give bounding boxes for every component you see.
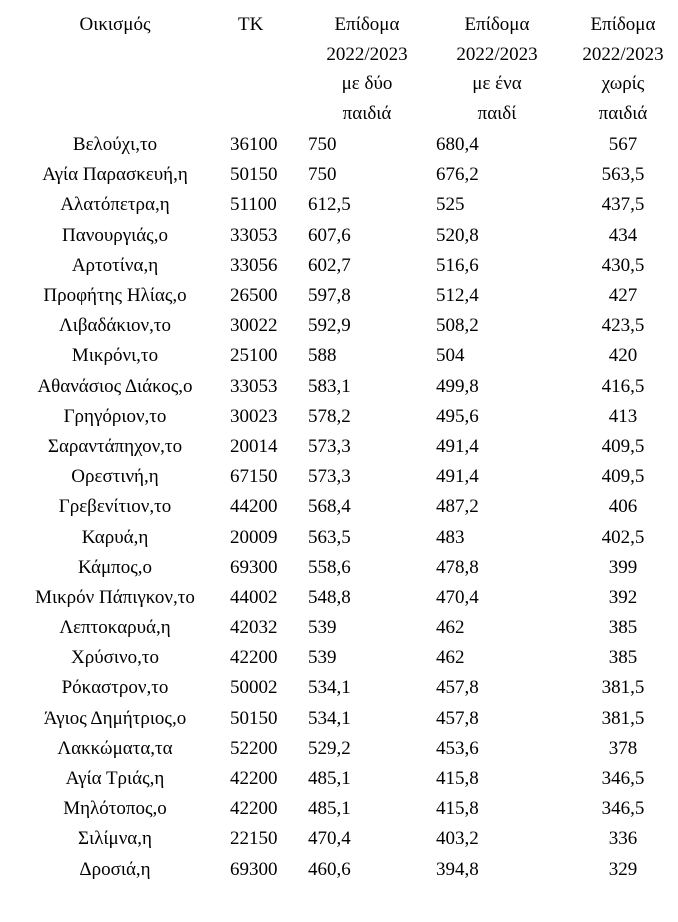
one-child-cell: 457,8 — [436, 707, 479, 729]
settlement-cell: Άγιος Δημήτριος,ο — [43, 707, 187, 729]
no-children-cell: 381,5 — [601, 677, 645, 699]
two-children-cell: 573,3 — [308, 466, 351, 488]
tk-cell: 20009 — [230, 526, 278, 548]
tk-cell: 50150 — [230, 164, 278, 186]
no-children-cell: 385 — [608, 647, 638, 669]
table-row — [0, 643, 678, 673]
no-children-cell: 567 — [608, 134, 638, 156]
table-row — [0, 432, 678, 462]
header-no-children-line: χωρίς — [601, 73, 645, 94]
table-row — [0, 311, 678, 341]
one-child-cell: 478,8 — [436, 556, 479, 578]
no-children-cell: 423,5 — [601, 315, 645, 337]
tk-cell: 42200 — [230, 768, 278, 790]
one-child-cell: 504 — [436, 345, 465, 367]
header-no-children — [568, 0, 678, 130]
tk-cell: 50002 — [230, 677, 278, 699]
tk-cell: 69300 — [230, 858, 278, 880]
two-children-cell: 583,1 — [308, 375, 351, 397]
table-row — [0, 372, 678, 402]
no-children-cell: 427 — [608, 285, 638, 307]
header-tk: ΤΚ — [238, 14, 264, 35]
settlement-cell: Γρεβενίτιον,το — [58, 496, 172, 518]
two-children-cell: 548,8 — [308, 586, 351, 608]
no-children-cell: 392 — [608, 586, 638, 608]
header-row — [0, 0, 678, 130]
table-row — [0, 704, 678, 734]
one-child-cell: 512,4 — [436, 285, 479, 307]
settlement-cell: Λιβαδάκιον,το — [58, 315, 172, 337]
table-row — [0, 281, 678, 311]
no-children-cell: 385 — [608, 617, 638, 639]
no-children-cell: 336 — [608, 828, 638, 850]
no-children-cell: 329 — [608, 858, 638, 880]
table-row — [0, 583, 678, 613]
no-children-cell: 406 — [608, 496, 638, 518]
two-children-cell: 612,5 — [308, 194, 351, 216]
settlement-cell: Αλατόπετρα,η — [60, 194, 170, 216]
tk-cell: 20014 — [230, 435, 278, 457]
tk-cell: 33053 — [230, 375, 278, 397]
tk-cell: 50150 — [230, 707, 278, 729]
no-children-cell: 434 — [608, 224, 638, 246]
header-two-children-line: με δύο — [341, 73, 393, 94]
settlement-cell: Σιλίμνα,η — [78, 828, 152, 850]
no-children-cell: 346,5 — [601, 768, 645, 790]
tk-cell: 33053 — [230, 224, 278, 246]
two-children-cell: 534,1 — [308, 707, 351, 729]
no-children-cell: 416,5 — [601, 375, 645, 397]
tk-cell: 22150 — [230, 828, 278, 850]
one-child-cell: 415,8 — [436, 798, 479, 820]
two-children-cell: 485,1 — [308, 798, 351, 820]
header-no-children-line: 2022/2023 — [582, 43, 664, 65]
header-two-children-line: παιδιά — [342, 102, 392, 124]
header-settlement: Οικισμός — [79, 14, 151, 35]
table-body — [0, 130, 678, 885]
no-children-cell: 430,5 — [601, 254, 645, 276]
one-child-cell: 415,8 — [436, 768, 479, 790]
one-child-cell: 676,2 — [436, 164, 479, 186]
tk-cell: 44002 — [230, 586, 278, 608]
header-one-child-line: με ένα — [472, 73, 522, 94]
tk-cell: 30023 — [230, 405, 278, 427]
settlement-cell: Κάμπος,ο — [77, 556, 153, 578]
two-children-cell: 568,4 — [308, 496, 351, 518]
tk-cell: 26500 — [230, 285, 278, 307]
settlement-cell: Ορεστινή,η — [71, 466, 159, 488]
two-children-cell: 558,6 — [308, 556, 351, 578]
one-child-cell: 462 — [436, 617, 465, 639]
tk-cell: 52200 — [230, 737, 278, 759]
table-row — [0, 130, 678, 160]
two-children-cell: 529,2 — [308, 737, 351, 759]
two-children-cell: 460,6 — [308, 858, 351, 880]
table-row — [0, 824, 678, 854]
settlement-cell: Βελούχι,το — [72, 134, 158, 156]
tk-cell: 25100 — [230, 345, 278, 367]
header-two-children-line: Επίδομα — [334, 14, 400, 35]
settlement-cell: Πανουργιάς,ο — [62, 224, 168, 246]
one-child-cell: 483 — [436, 526, 465, 548]
table-row — [0, 613, 678, 643]
two-children-cell: 597,8 — [308, 285, 351, 307]
table-row — [0, 341, 678, 371]
tk-cell: 42200 — [230, 647, 278, 669]
table-row — [0, 673, 678, 703]
one-child-cell: 491,4 — [436, 435, 479, 457]
settlement-cell: Καρυά,η — [81, 526, 149, 548]
settlement-cell: Αθανάσιος Διάκος,ο — [37, 375, 193, 397]
two-children-cell: 750 — [308, 134, 337, 156]
one-child-cell: 499,8 — [436, 375, 479, 397]
one-child-cell: 453,6 — [436, 737, 479, 759]
two-children-cell: 485,1 — [308, 768, 351, 790]
no-children-cell: 409,5 — [601, 435, 645, 457]
two-children-cell: 563,5 — [308, 526, 351, 548]
settlement-cell: Ρόκαστρον,το — [61, 677, 169, 699]
two-children-cell: 573,3 — [308, 435, 351, 457]
no-children-cell: 563,5 — [601, 164, 645, 186]
no-children-cell: 381,5 — [601, 707, 645, 729]
one-child-cell: 462 — [436, 647, 465, 669]
one-child-cell: 508,2 — [436, 315, 479, 337]
two-children-cell: 592,9 — [308, 315, 351, 337]
one-child-cell: 457,8 — [436, 677, 479, 699]
one-child-cell: 403,2 — [436, 828, 479, 850]
two-children-cell: 534,1 — [308, 677, 351, 699]
tk-cell: 36100 — [230, 134, 278, 156]
no-children-cell: 409,5 — [601, 466, 645, 488]
tk-cell: 42032 — [230, 617, 278, 639]
settlement-cell: Μικρόνι,το — [71, 345, 159, 367]
settlement-cell: Αρτοτίνα,η — [71, 254, 159, 276]
header-two-children-line: 2022/2023 — [326, 43, 408, 65]
table-row — [0, 492, 678, 522]
header-one-child-line: 2022/2023 — [456, 43, 538, 65]
one-child-cell: 470,4 — [436, 586, 479, 608]
no-children-cell: 420 — [608, 345, 638, 367]
tk-cell: 69300 — [230, 556, 278, 578]
table-row — [0, 251, 678, 281]
two-children-cell: 588 — [308, 345, 337, 367]
two-children-cell: 607,6 — [308, 224, 351, 246]
table-row — [0, 855, 678, 885]
settlement-cell: Σαραντάπηχον,το — [47, 435, 183, 457]
header-two-children — [308, 0, 436, 130]
table-row — [0, 160, 678, 190]
two-children-cell: 539 — [308, 647, 337, 669]
one-child-cell: 680,4 — [436, 134, 479, 156]
no-children-cell: 346,5 — [601, 798, 645, 820]
no-children-cell: 402,5 — [601, 526, 645, 548]
one-child-cell: 516,6 — [436, 254, 479, 276]
no-children-cell: 413 — [608, 405, 638, 427]
one-child-cell: 491,4 — [436, 466, 479, 488]
header-one-child — [436, 0, 568, 130]
settlement-cell: Χρύσινο,το — [71, 647, 159, 669]
settlement-cell: Μικρόν Πάπιγκον,το — [35, 586, 195, 608]
table-header — [0, 0, 678, 130]
header-no-children-line: παιδιά — [598, 102, 648, 124]
header-one-child-line: Επίδομα — [464, 14, 530, 35]
settlement-cell: Λεπτοκαρυά,η — [59, 617, 171, 639]
header-no-children-line: Επίδομα — [590, 14, 656, 35]
tk-cell: 42200 — [230, 798, 278, 820]
table-row — [0, 462, 678, 492]
settlement-cell: Μηλότοπος,ο — [63, 798, 167, 820]
settlement-cell: Δροσιά,η — [79, 858, 151, 880]
two-children-cell: 578,2 — [308, 405, 351, 427]
table-row — [0, 221, 678, 251]
table-row — [0, 794, 678, 824]
table-row — [0, 522, 678, 552]
one-child-cell: 394,8 — [436, 858, 479, 880]
one-child-cell: 495,6 — [436, 405, 479, 427]
one-child-cell: 520,8 — [436, 224, 479, 246]
tk-cell: 51100 — [230, 194, 277, 216]
tk-cell: 44200 — [230, 496, 278, 518]
settlement-cell: Γρηγόριον,το — [63, 405, 167, 427]
two-children-cell: 750 — [308, 164, 337, 186]
header-one-child-line: παιδί — [477, 102, 517, 124]
no-children-cell: 378 — [608, 737, 638, 759]
two-children-cell: 539 — [308, 617, 337, 639]
one-child-cell: 525 — [436, 194, 465, 216]
table-row — [0, 190, 678, 220]
settlement-cell: Αγία Παρασκευή,η — [42, 164, 188, 186]
tk-cell: 67150 — [230, 466, 278, 488]
one-child-cell: 487,2 — [436, 496, 479, 518]
no-children-cell: 437,5 — [601, 194, 645, 216]
table-row — [0, 764, 678, 794]
tk-cell: 30022 — [230, 315, 278, 337]
no-children-cell: 399 — [608, 556, 638, 578]
table-row — [0, 553, 678, 583]
table-row — [0, 402, 678, 432]
two-children-cell: 602,7 — [308, 254, 351, 276]
settlement-cell: Προφήτης Ηλίας,ο — [43, 285, 187, 307]
two-children-cell: 470,4 — [308, 828, 351, 850]
tk-cell: 33056 — [230, 254, 278, 276]
settlement-cell: Λακκώματα,τα — [57, 737, 173, 759]
table-row — [0, 734, 678, 764]
settlement-cell: Αγία Τριάς,η — [65, 768, 165, 790]
